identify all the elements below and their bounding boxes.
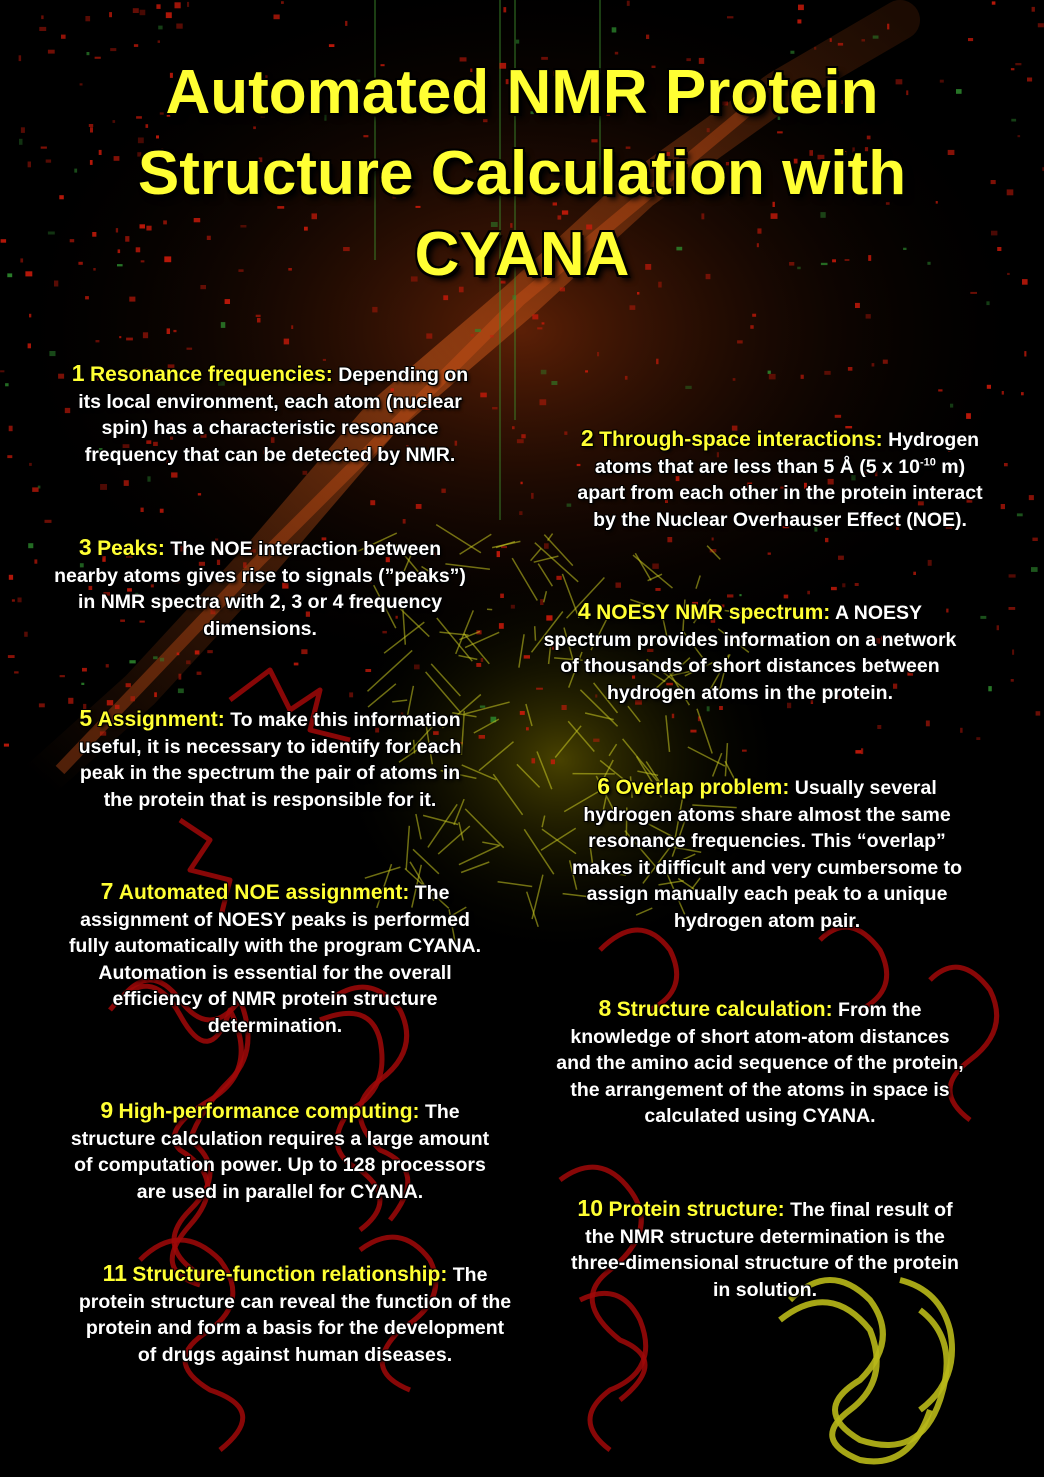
item-text: The NOE interaction between [170, 538, 442, 560]
item-text: spin) has a characteristic resonance [101, 417, 439, 439]
item-through-space-interactions [530, 425, 1030, 533]
item-text: fully automatically with the program CYANA. [68, 935, 482, 957]
item-text: of thousands of short distances between [560, 655, 940, 677]
item-text: the protein that is responsible for it. [103, 788, 437, 811]
item-text: in solution. [713, 1278, 817, 1301]
item-text: atoms that are less than 5 Å (5 x 10 [594, 455, 920, 478]
item-text: makes it difficult and very cumbersome to [571, 856, 963, 879]
exponent: -10 [919, 456, 936, 468]
item-resonance-frequencies [20, 360, 520, 468]
item-text: structure calculation requires a large amount [70, 1127, 490, 1150]
item-heading: Through-space interactions: [599, 428, 883, 451]
item-text: useful, it is necessary to identify for each [78, 735, 462, 758]
item-heading: Peaks: [97, 537, 165, 560]
item-text: in NMR spectra with 2, 3 or 4 frequency [77, 591, 443, 613]
item-number: 6 [597, 773, 611, 799]
title-line-2: Structure Calculation with [137, 139, 907, 208]
item-text: Depending on [338, 364, 469, 386]
item-heading: Protein structure: [608, 1198, 785, 1221]
item-text: three-dimensional structure of the protein [571, 1252, 959, 1274]
item-text: The [414, 882, 450, 904]
item-high-performance-computing [30, 1097, 530, 1205]
item-text: frequency that can be detected by NMR. [84, 443, 456, 466]
item-text: hydrogen atom pair. [673, 909, 861, 932]
item-text: Usually several [794, 777, 937, 799]
item-text: nearby atoms gives rise to signals (”peaks”) [54, 564, 466, 587]
item-text: Hydrogen [888, 429, 980, 451]
item-heading: High-performance computing: [118, 1100, 420, 1123]
item-structure-function-relationship [45, 1260, 545, 1368]
item-text: of drugs against human diseases. [137, 1343, 453, 1366]
item-text: efficiency of NMR protein structure [112, 988, 438, 1010]
item-number: 2 [580, 425, 594, 451]
item-number: 7 [100, 878, 114, 904]
item-text: protein and form a basis for the development [85, 1317, 505, 1339]
item-text: hydrogen atoms in the protein. [606, 681, 894, 704]
item-number: 10 [577, 1195, 604, 1221]
item-text: spectrum provides information on a network [543, 628, 957, 651]
item-overlap-problem [517, 773, 1017, 934]
page-title [0, 52, 1044, 295]
item-text: determination. [207, 1014, 343, 1037]
item-heading: Assignment: [97, 708, 225, 731]
item-structure-calculation [510, 995, 1010, 1130]
item-text: protein structure can reveal the function of the [78, 1290, 512, 1313]
item-text: apart from each other in the protein interact [577, 482, 983, 504]
item-text: its local environment, each atom (nuclear [78, 390, 462, 413]
item-text: m) [935, 455, 966, 478]
title-line-3: CYANA [414, 220, 630, 289]
item-number: 11 [102, 1260, 127, 1286]
item-text: the NMR structure determination is the [585, 1225, 945, 1248]
item-number: 3 [78, 534, 92, 560]
item-number: 9 [100, 1097, 114, 1123]
item-text: To make this information [230, 709, 461, 731]
item-heading: Resonance frequencies: [90, 363, 333, 386]
item-text: of computation power. Up to 128 processors [74, 1154, 486, 1176]
item-text: A NOESY [835, 602, 923, 624]
item-text: by the Nuclear Overhauser Effect (NOE). [593, 508, 967, 531]
item-peaks [10, 534, 510, 642]
item-number: 4 [577, 598, 591, 624]
item-text: Automation is essential for the overall [98, 961, 452, 984]
item-number: 5 [79, 705, 93, 731]
item-heading: Overlap problem: [615, 776, 790, 799]
item-text: The [452, 1264, 488, 1286]
item-text: the arrangement of the atoms in space is [570, 1078, 950, 1101]
item-assignment [20, 705, 520, 813]
title-line-1: Automated NMR Protein [165, 58, 879, 127]
item-text: resonance frequencies. This “overlap” [588, 830, 946, 852]
item-text: The [424, 1101, 460, 1123]
item-text: assign manually each peak to a unique [586, 883, 948, 905]
item-number: 1 [71, 360, 85, 386]
item-text: From the [838, 999, 922, 1021]
item-heading: Structure-function relationship: [132, 1263, 448, 1286]
item-heading: NOESY NMR spectrum: [596, 601, 831, 624]
item-heading: Structure calculation: [616, 998, 833, 1021]
item-protein-structure [515, 1195, 1015, 1303]
item-text: knowledge of short atom-atom distances [570, 1025, 950, 1048]
item-text: and the amino acid sequence of the protein, [556, 1052, 964, 1074]
item-number: 8 [598, 995, 612, 1021]
item-text: peak in the spectrum the pair of atoms in [79, 762, 461, 784]
item-text: assignment of NOESY peaks is performed [80, 908, 470, 931]
item-text: hydrogen atoms share almost the same [583, 803, 951, 826]
item-heading: Automated NOE assignment: [118, 881, 410, 904]
item-text: calculated using CYANA. [644, 1105, 876, 1127]
item-text: The final result of [790, 1199, 953, 1221]
item-noesy-nmr-spectrum [500, 598, 1000, 706]
item-automated-noe-assignment [25, 878, 525, 1039]
item-text: dimensions. [203, 617, 317, 640]
item-text: are used in parallel for CYANA. [136, 1180, 424, 1203]
